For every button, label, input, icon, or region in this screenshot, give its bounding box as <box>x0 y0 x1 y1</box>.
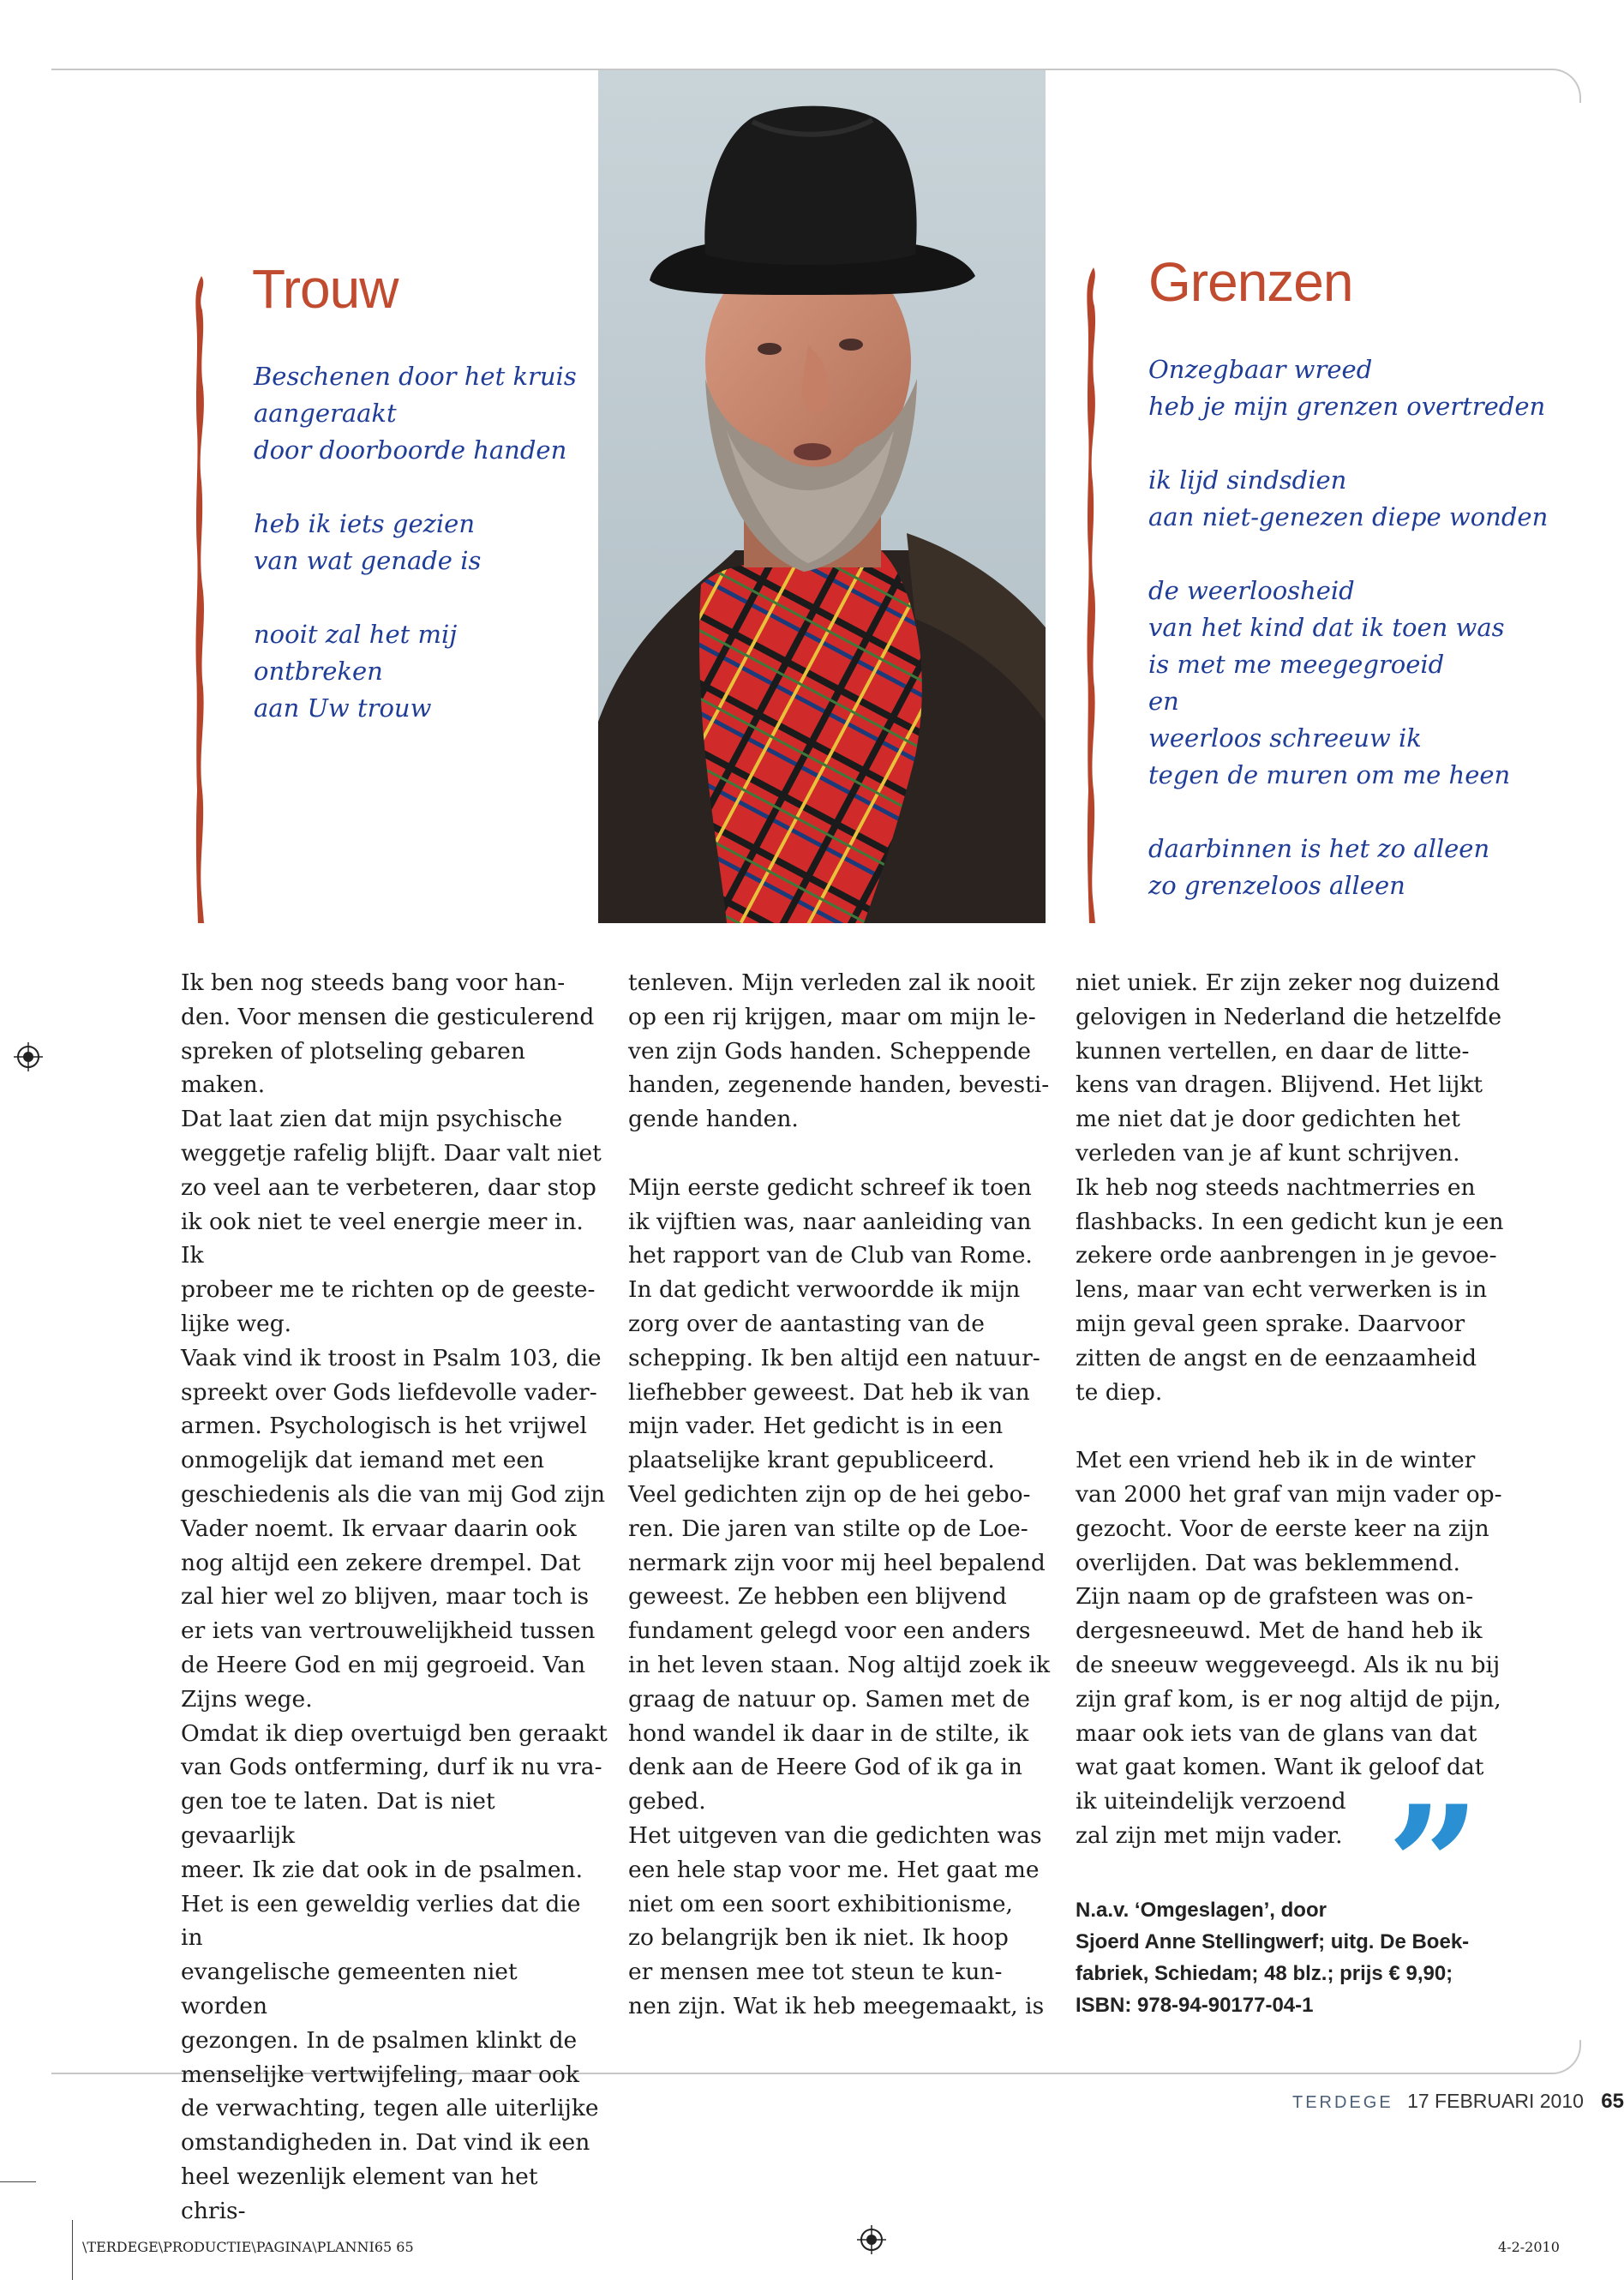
right-poem-body <box>1148 351 1548 904</box>
poem-line: ontbreken <box>254 657 383 686</box>
poem-line: tegen de muren om me heen <box>1148 760 1511 789</box>
poem-line: is met me meegegroeid <box>1148 650 1445 679</box>
book-note-line: fabriek, Schiedam; 48 blz.; prijs € 9,90; <box>1076 1962 1453 1985</box>
issue-date: 17 FEBRUARI 2010 <box>1407 2090 1584 2112</box>
registration-mark-icon <box>14 1042 43 1071</box>
poem-line: nooit zal het mij <box>254 620 458 649</box>
page-footer <box>1292 2090 1624 2114</box>
article-column-3 <box>1076 966 1504 1853</box>
poem-line: Onzegbaar wreed <box>1148 355 1373 384</box>
author-portrait-photo <box>598 70 1046 923</box>
registration-mark-icon <box>857 2225 886 2254</box>
book-note-line: ISBN: 978-94-90177-04-1 <box>1076 1994 1314 2017</box>
poem-stanza <box>254 616 577 727</box>
poem-line: zo grenzeloos alleen <box>1148 871 1405 900</box>
poem-stanza <box>1148 573 1548 794</box>
poem-line: door doorboorde handen <box>254 435 567 465</box>
poem-stanza <box>1148 351 1548 425</box>
poem-line: ik lijd sindsdien <box>1148 465 1347 495</box>
article-paragraph: Mijn eerste gedicht schreef ik toen ik vijftien was, naar aanleiding van het rapport van de Club van Rome. In dat gedicht verwoordde ik mijn zorg over de aantasting van de schepping. Ik ben altijd een natuur- liefhebber geweest. Dat heb ik van mijn vader. Het gedicht is in een plaatselijke krant gepubliceerd. <box>628 1173 1040 1474</box>
article-paragraph: Omdat ik diep overtuigd ben geraakt van Gods ontferming, durf ik nu vra- gen toe te laten. Dat is niet gevaarlijk meer. Ik zie dat ook in de psalmen. Het is een geweldig verlies dat die in evangelische gemeenten niet worden gezongen. In de psalmen klinkt de menselijke vertwijfeling, maar ook de verwachting, tegen alle uiterlijke omstandigheden in. Dat vind ik een heel wezenlijk element van het chris- <box>181 1719 608 2224</box>
poem-stanza <box>1148 831 1548 904</box>
crop-mark <box>72 2220 73 2280</box>
article-paragraph: Het uitgeven van die gedichten was een hele stap voor me. Het gaat me niet om een soort exhibitionisme, zo belangrijk ben ik niet. Ik hoop er mensen mee tot steun te kun- nen zijn. Wat ik heb meegemaakt, is <box>628 1821 1045 2019</box>
crop-mark <box>0 2181 36 2182</box>
book-note-line: Sjoerd Anne Stellingwerf; uitg. De Boek- <box>1076 1930 1470 1953</box>
print-slug-path: \TERDEGE\PRODUCTIE\PAGINA\PLANNI65 65 <box>82 2239 414 2255</box>
poem-line: de weerloosheid <box>1148 576 1355 605</box>
poem-stanza <box>254 506 577 579</box>
poem-line: weerloos schreeuw ik <box>1148 723 1422 753</box>
poem-line: heb je mijn grenzen overtreden <box>1148 392 1546 421</box>
poem-line: en <box>1148 687 1179 716</box>
right-poem-title: Grenzen <box>1148 251 1353 313</box>
poem-line: heb ik iets gezien <box>254 509 475 538</box>
article-paragraph: niet uniek. Er zijn zeker nog duizend gelovigen in Nederland die hetzelfde kunnen vertellen, en daar de litte- kens van dragen. Blijvend. Het lijkt me niet dat je door gedichten het verleden van je af kunt schrijven. <box>1076 969 1502 1167</box>
article-paragraph: Ik heb nog steeds nachtmerries en flashbacks. In een gedicht kun je een zekere orde aanbrengen in je gevoe- lens, maar van echt verwerken is in mijn geval geen sprake. Daarvoor zitten de angst en de eenzaamheid te diep. <box>1076 1173 1504 1406</box>
article-paragraph: Vaak vind ik troost in Psalm 103, die spreekt over Gods liefdevolle vader- armen. Psychologisch is het vrijwel onmogelijk dat iemand met een geschiedenis als die van mij God zijn Vader noemt. Ik ervaar daarin ook nog altijd een zekere drempel. Dat zal hier wel zo blijven, maar toch is er iets van vertrouwelijkheid tussen de Heere God en mij gegroeid. Van Zijns wege. <box>181 1344 606 1713</box>
book-reference-note <box>1076 1894 1555 2021</box>
page-number: 65 <box>1601 2090 1624 2113</box>
poem-line: van het kind dat ik toen was <box>1148 613 1505 642</box>
closing-quote-mark: ” <box>1387 1770 1481 1961</box>
poem-stanza <box>254 358 577 469</box>
article-paragraph: Met een vriend heb ik in de winter van 2000 het graf van mijn vader op- gezocht. Voor de eerste keer na zijn overlijden. Dat was beklemmend. Zijn naam op de grafsteen was on- dergesneeuwd. Met de hand heb ik de sneeuw weggeveegd. Als ik nu bij zijn graf kom, is er nog altijd de pijn, maar ook iets van de glans van dat wat gaat komen. Want ik geloof dat ik uiteindelijk verzoend zal zijn met mijn vader. <box>1076 1447 1502 1849</box>
left-poem-title: Trouw <box>252 258 399 320</box>
poem-line: Beschenen door het kruis <box>254 362 577 391</box>
left-poem-rod-ornament <box>190 276 216 923</box>
magazine-name: TERDEGE <box>1292 2093 1393 2112</box>
article-paragraph: Ik ben nog steeds bang voor han- den. Voor mensen die gesticulerend spreken of plotseling gebaren maken. Dat laat zien dat mijn psychische weggetje rafelig blijft. Daar valt niet zo veel aan te verbeteren, daar stop ik ook niet te veel energie meer in. Ik probeer me te richten op de geeste- lijke weg. <box>181 969 602 1337</box>
poem-line: daarbinnen is het zo alleen <box>1148 834 1490 863</box>
article-paragraph: Veel gedichten zijn op de hei gebo- ren. Die jaren van stilte op de Loe- nermark zijn voor mij heel bepalend geweest. Ze hebben een blijvend fundament gelegd voor een anders in het leven staan. Nog altijd zoek ik graag de natuur op. Samen met de hond wandel ik daar in de stilte, ik denk aan de Heere God of ik ga in gebed. <box>628 1480 1050 1815</box>
article-column-2 <box>628 966 1057 2024</box>
poem-stanza <box>1148 462 1548 536</box>
poem-line: aan Uw trouw <box>254 693 432 723</box>
right-poem-rod-ornament <box>1082 267 1107 923</box>
print-slug-date: 4-2-2010 <box>1498 2239 1560 2255</box>
poem-line: aan niet-genezen diepe wonden <box>1148 502 1549 531</box>
book-note-line: N.a.v. ‘Omgeslagen’, door <box>1076 1899 1327 1922</box>
poem-line: aangeraakt <box>254 399 397 428</box>
article-column-1 <box>181 966 609 2228</box>
left-poem-body <box>254 358 577 727</box>
poem-line: van wat genade is <box>254 546 482 575</box>
article-paragraph: tenleven. Mijn verleden zal ik nooit op een rij krijgen, maar om mijn le- ven zijn Gods handen. Scheppende handen, zegenende handen, bevesti- gende handen. <box>628 969 1050 1133</box>
